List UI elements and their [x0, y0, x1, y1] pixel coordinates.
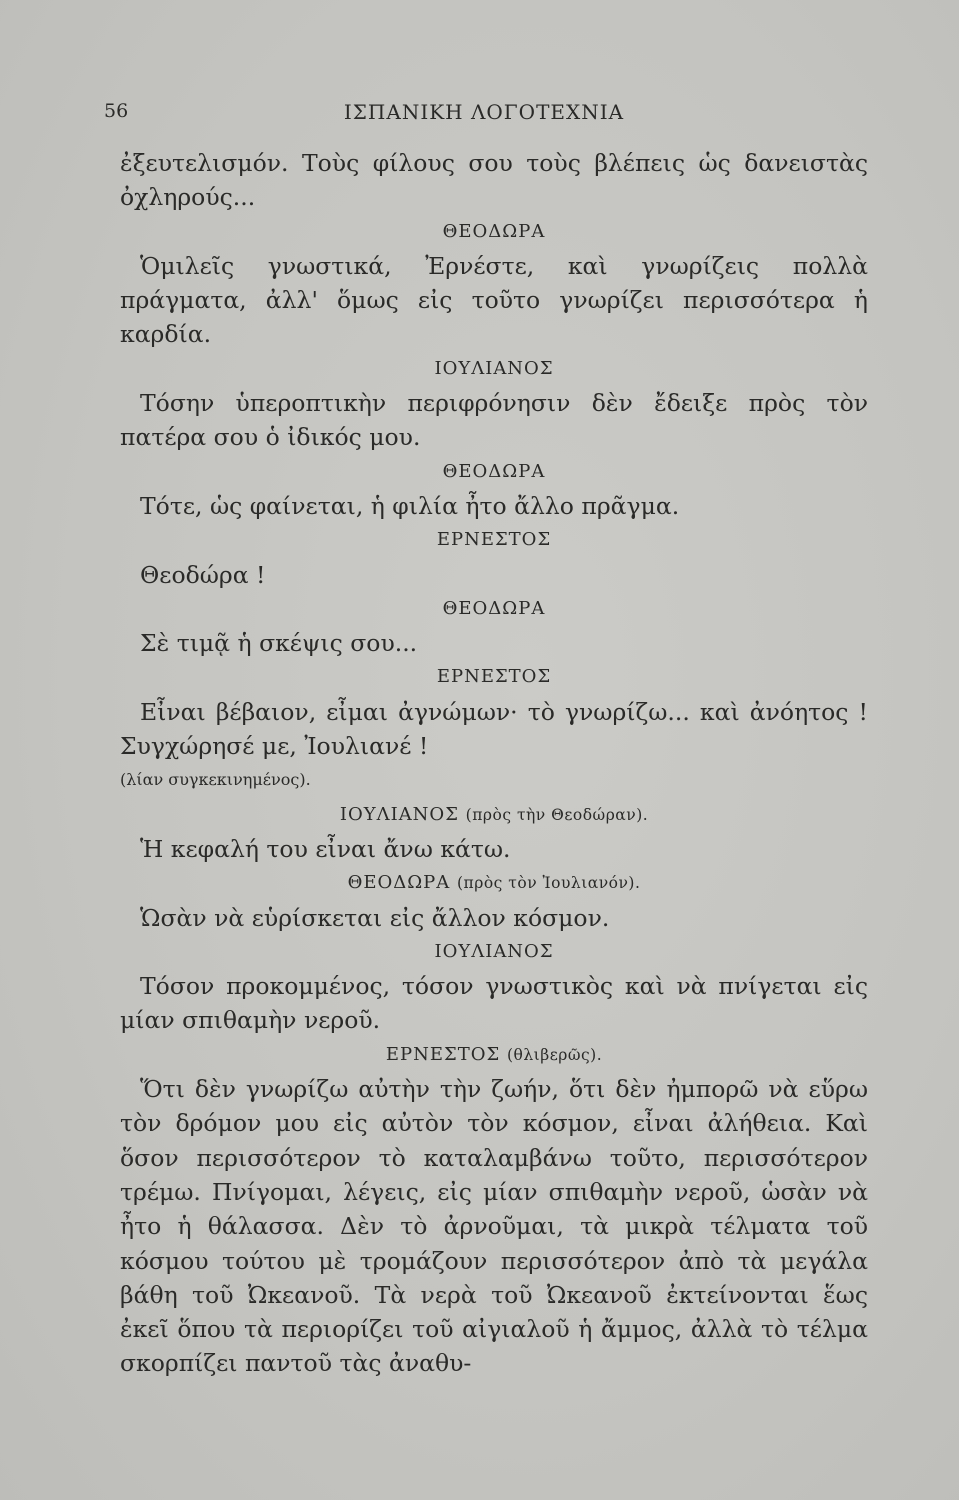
speaker-name: [120, 935, 868, 969]
speaker-label: ΘΕΟΔΩΡΑ: [347, 872, 451, 894]
speaker-label: ΘΕΟΔΩΡΑ: [442, 460, 546, 482]
speaker-label: ΙΟΥΛΙΑΝΟΣ: [339, 803, 459, 825]
stage-direction: (πρὸς τὴν Θεοδώραν).: [465, 805, 649, 824]
page-header: [104, 100, 864, 130]
speech-text: Ὅτι δὲν γνωρίζω αὐτὴν τὴν ζωήν, ὅτι δὲν ἠμπορῶ νὰ εὕρω τὸν δρόμον μου εἰς αὐτὸν τὸν κόσμον, εἶναι ἀλήθεια. Καὶ ὅσον περισσότερον τὸ καταλαμβάνω τοῦτο, περισσότερον τρέμω. Πνίγομαι, λέγεις, εἰς μίαν σπιθαμὴν νεροῦ, ὡσὰν νὰ ἦτο ἡ θάλασσα. Δὲν τὸ ἀρνοῦμαι, τὰ μικρὰ τέλματα τοῦ κόσμου τούτου μὲ τρομάζουν περισσότερον ἀπὸ τὰ μεγάλα βάθη τοῦ Ὠκεανοῦ. Τὰ νερὰ τοῦ Ὠκεανοῦ ἐκτείνονται ἕως ἐκεῖ ὅπου τὰ περιορίζει τοῦ αἰγιαλοῦ ἡ ἄμμος, ἀλλὰ τὸ τέλμα σκορπίζει παντοῦ τὰς ἀναθυ-: [120, 1075, 868, 1378]
page-number: 56: [104, 100, 129, 122]
speech-text: Θεοδώρα !: [140, 560, 266, 589]
speaker-label: ΕΡΝΕΣΤΟΣ: [436, 666, 552, 688]
speaker-name: [120, 866, 868, 900]
speaker-label: ΕΡΝΕΣΤΟΣ: [436, 529, 552, 551]
play-text: [120, 146, 868, 1381]
stage-direction: (θλιβερῶς).: [506, 1045, 603, 1064]
speaker-label: ΘΕΟΔΩΡΑ: [442, 220, 546, 242]
speech-text: Ὡσὰν νὰ εὑρίσκεται εἰς ἄλλον κόσμον.: [140, 903, 610, 932]
speech-text: Ὁμιλεῖς γνωστικά, Ἐρνέστε, καὶ γνωρίζεις πολλὰ πράγματα, ἀλλ' ὅμως εἰς τοῦτο γνωρίζει περισσότερα ἡ καρδία.: [120, 251, 868, 349]
speech-text: Τόσον προκομμένος, τόσον γνωστικὸς καὶ νὰ πνίγεται εἰς μίαν σπιθαμὴν νεροῦ.: [120, 972, 868, 1035]
speaker-label: ΘΕΟΔΩΡΑ: [442, 597, 546, 619]
speaker-name: [120, 660, 868, 694]
continuation-text: ἐξευτελισμόν. Τοὺς φίλους σου τοὺς βλέπεις ὡς δανειστὰς ὀχληρούς...: [120, 149, 868, 212]
speech-text: Σὲ τιμᾷ ἡ σκέψις σου...: [140, 629, 418, 658]
speaker-name: [120, 1038, 868, 1072]
speaker-label: ΙΟΥΛΙΑΝΟΣ: [434, 940, 554, 962]
speaker-label: ΙΟΥΛΙΑΝΟΣ: [434, 357, 554, 379]
speech-text: Ἡ κεφαλή του εἶναι ἄνω κάτω.: [140, 834, 511, 863]
speaker-name: [120, 352, 868, 386]
speaker-label: ΕΡΝΕΣΤΟΣ: [385, 1043, 501, 1065]
speaker-name: [120, 455, 868, 489]
stage-direction: (λίαν συγκεκινημένος).: [120, 770, 311, 790]
speaker-name: [120, 592, 868, 626]
running-head: ΙΣΠΑΝΙΚΗ ΛΟΓΟΤΕΧΝΙΑ: [343, 100, 625, 124]
speaker-name: [120, 798, 868, 832]
speech-text: Τόσην ὑπεροπτικὴν περιφρόνησιν δὲν ἔδειξε πρὸς τὸν πατέρα σου ὁ ἰδικός μου.: [120, 389, 868, 452]
speech-text: Εἶναι βέβαιον, εἶμαι ἀγνώμων· τὸ γνωρίζω... καὶ ἀνόητος ! Συγχώρησέ με, Ἰουλιανέ !: [120, 697, 868, 761]
stage-direction: (πρὸς τὸν Ἰουλιανόν).: [457, 874, 641, 893]
speaker-name: [120, 215, 868, 249]
speech-text: Τότε, ὡς φαίνεται, ἡ φιλία ἦτο ἄλλο πρᾶγμα.: [140, 491, 680, 520]
speaker-name: [120, 523, 868, 557]
